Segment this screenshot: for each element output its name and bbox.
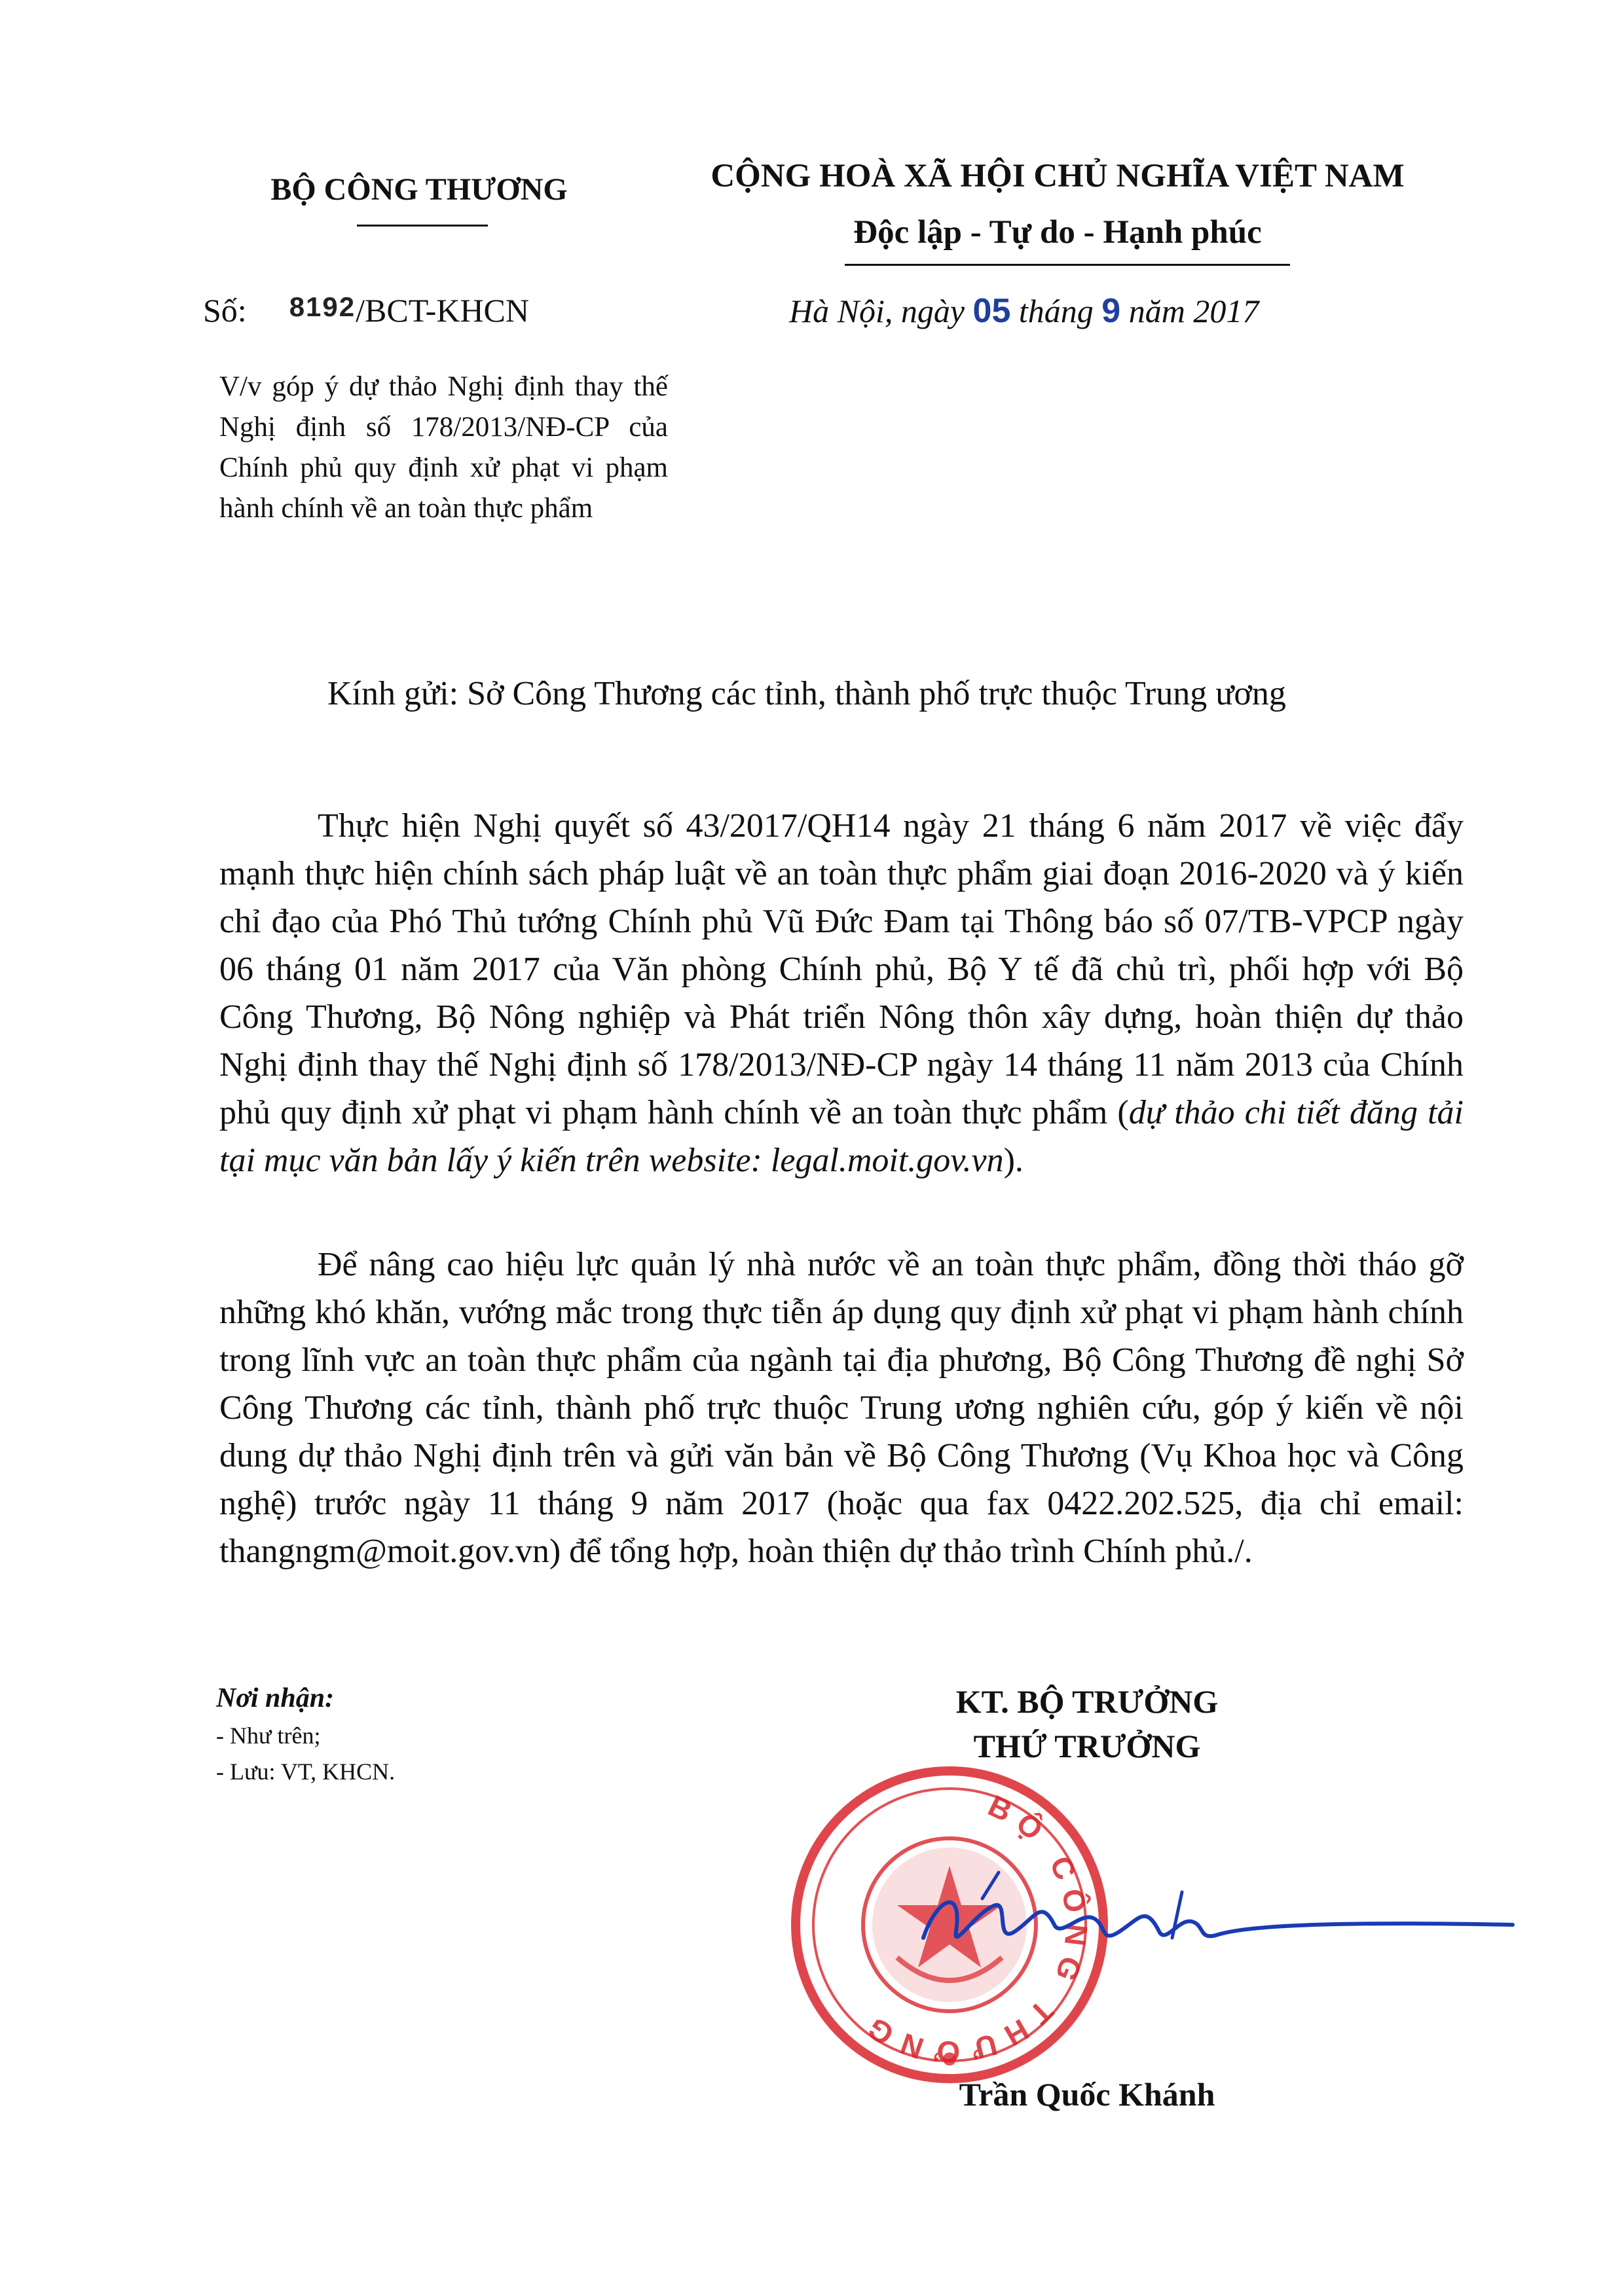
motto-underline (845, 264, 1290, 266)
document-number (203, 291, 529, 329)
national-title: CỘNG HOÀ XÃ HỘI CHỦ NGHĨA VIỆT NAM (710, 158, 1405, 194)
paragraph1-end: ). (1003, 1142, 1024, 1179)
document-number-stamp: 8192 (289, 291, 356, 322)
organization-underline (357, 225, 488, 227)
date-place: Hà Nội, ngày (789, 293, 965, 329)
date-month: 9 (1101, 292, 1121, 330)
national-motto: Độc lập - Tự do - Hạnh phúc (853, 214, 1262, 251)
body-paragraph-1 (219, 802, 1464, 1184)
body-paragraph-2 (219, 1241, 1464, 1575)
paragraph1-italic: dự thảo chi tiết đăng tải tại mục văn bản lấy ý kiến trên website: legal.moit.gov.vn (219, 1094, 1464, 1179)
document-number-prefix: Số: (203, 292, 247, 329)
paragraph2-text: Để nâng cao hiệu lực quản lý nhà nước về an toàn thực phẩm, đồng thời tháo gỡ những khó khăn, vướng mắc trong thực tiễn áp dụng quy định xử phạt vi phạm hành chính trong lĩnh vực an toàn thực phẩm của ngành tại địa phương, Bộ Công Thương đề nghị Sở Công Thương các tỉnh, thành phố trực thuộc Trung ương nghiên cứu, góp ý kiến về nội dung dự thảo Nghị định trên và gửi văn bản về Bộ Công Thương (Vụ Khoa học và Công nghệ) trước ngày 11 tháng 9 năm 2017 (hoặc qua fax 0422.202.525, địa chỉ email: thangngm@moit.gov.vn) để tổng hợp, hoàn thiện dự thảo trình Chính phủ./. (219, 1246, 1464, 1570)
handwritten-signature (884, 1859, 1539, 1990)
paragraph1-main: Thực hiện Nghị quyết số 43/2017/QH14 ngày 21 tháng 6 năm 2017 về việc đẩy mạnh thực hiện chính sách pháp luật về an toàn thực phẩm giai đoạn 2016-2020 và ý kiến chỉ đạo của Phó Thủ tướng Chính phủ Vũ Đức Đam tại Thông báo số 07/TB-VPCP ngày 06 tháng 01 năm 2017 của Văn phòng Chính phủ, Bộ Y tế đã chủ trì, phối hợp với Bộ Công Thương, Bộ Nông nghiệp và Phát triển Nông thôn xây dựng, hoàn thiện dự thảo Nghị định thay thế Nghị định số 178/2013/NĐ-CP ngày 14 tháng 11 năm 2013 của Chính phủ quy định xử phạt vi phạm hành chính về an toàn thực phẩm ( (219, 807, 1464, 1131)
recipient-label: Kính gửi: (327, 675, 459, 712)
date-year: năm 2017 (1128, 293, 1259, 329)
signature-title-2: THỨ TRƯỞNG (973, 1728, 1201, 1764)
seal-text: BỘ CÔNG THƯƠNG (853, 1788, 1095, 2070)
recipient-value: Sở Công Thương các tỉnh, thành phố trực thuộc Trung ương (467, 675, 1286, 712)
recipients-heading: Nơi nhận: (216, 1683, 335, 1713)
recipient-line (327, 674, 1286, 713)
recipients-item: - Lưu: VT, KHCN. (216, 1758, 396, 1785)
date-month-label: tháng (1018, 293, 1094, 329)
date-day: 05 (972, 292, 1011, 330)
signature-title-1: KT. BỘ TRƯỞNG (955, 1683, 1219, 1720)
document-number-suffix: /BCT-KHCN (356, 292, 530, 329)
recipients-item: - Như trên; (216, 1722, 321, 1749)
document-subject: V/v góp ý dự thảo Nghị định thay thế Nghị định số 178/2013/NĐ-CP của Chính phủ quy định xử phạt vi phạm hành chính về an toàn thực phẩm (219, 371, 668, 524)
document-date (789, 291, 1259, 331)
issuing-organization: BỘ CÔNG THƯƠNG (270, 172, 568, 207)
signer-name: Trần Quốc Khánh (959, 2076, 1215, 2113)
